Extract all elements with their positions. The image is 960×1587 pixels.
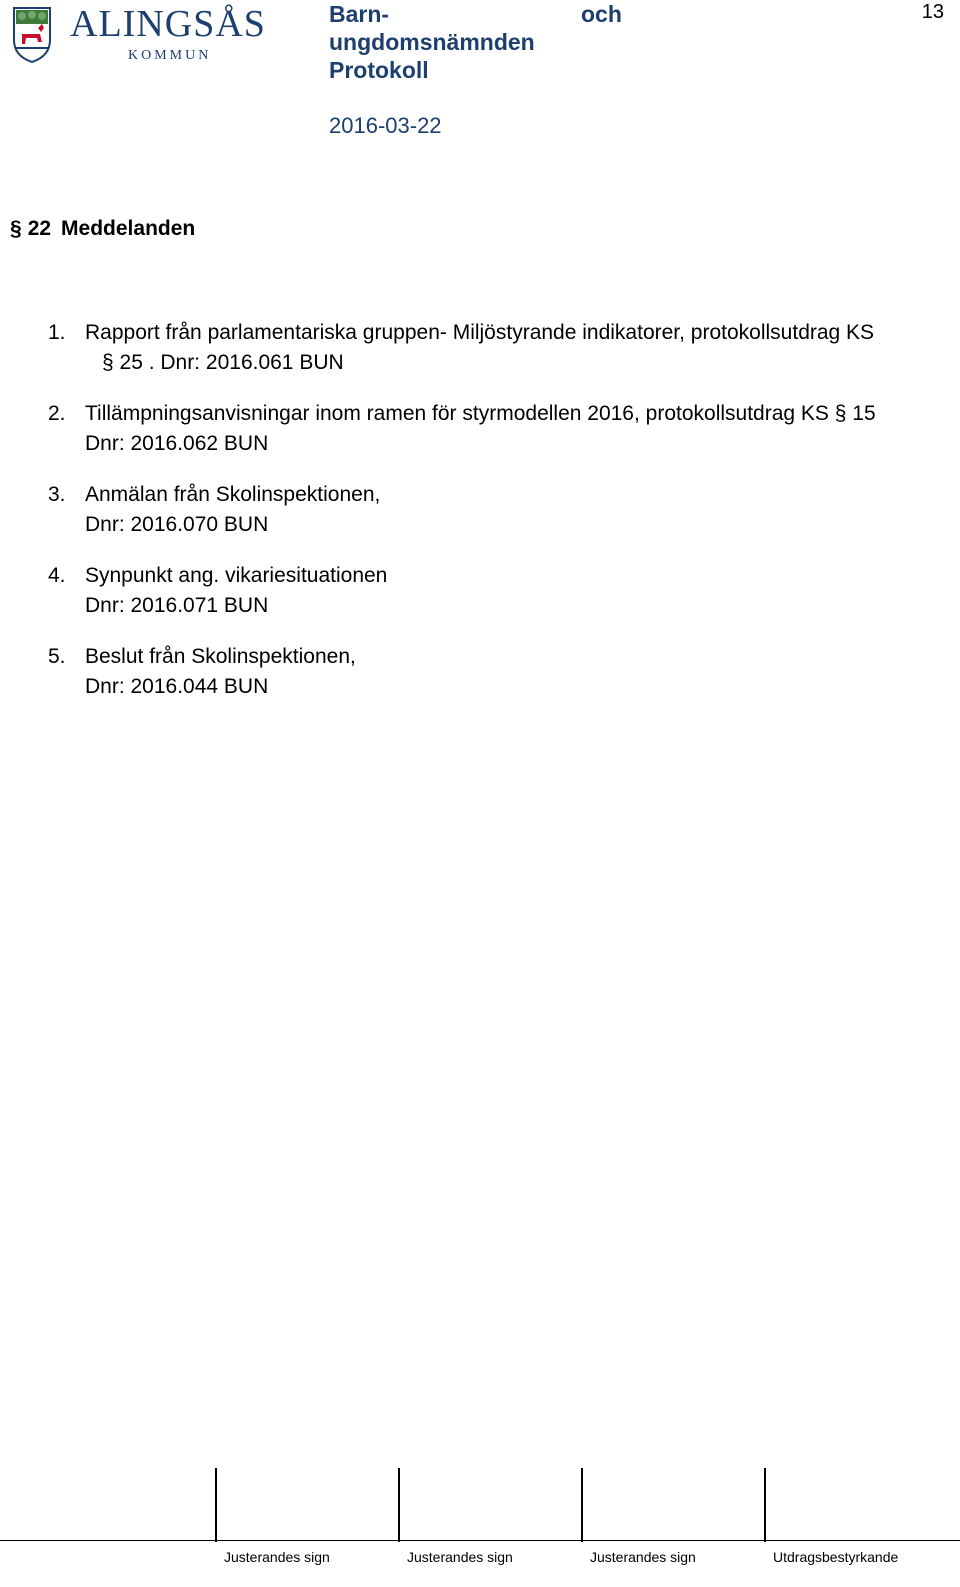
list-item-title: Rapport från parlamentariska gruppen- Miljöstyrande indikatorer, protokollsutdrag KS	[85, 321, 875, 344]
signature-box-divider	[764, 1468, 766, 1542]
list-item-dnr: Dnr: 2016.070 BUN	[85, 513, 269, 536]
list-item	[0, 318, 960, 378]
committee-line2: ungdomsnämnden	[329, 29, 535, 55]
list-item-number: 5.	[48, 645, 66, 668]
signature-label: Justerandes sign	[407, 1549, 513, 1565]
section-heading	[10, 217, 195, 241]
list-item	[0, 480, 960, 540]
list-item	[0, 642, 960, 702]
list-item-title: Beslut från Skolinspektionen,	[85, 645, 356, 668]
notice-list	[0, 318, 960, 723]
document-type: Protokoll	[329, 57, 429, 83]
paragraph-symbol: §	[834, 402, 847, 425]
list-item-title-text: Tillämpningsanvisningar inom ramen för styrmodellen 2016, protokollsutdrag KS	[85, 402, 829, 425]
logo-wordmark: ALINGSÅS	[70, 3, 266, 45]
municipal-crest-icon	[10, 4, 54, 64]
list-item-dnr: Dnr: 2016.071 BUN	[85, 594, 269, 617]
list-item-title: Synpunkt ang. vikariesituationen	[85, 564, 388, 587]
paragraph-symbol: §	[102, 351, 114, 374]
committee-line1: Barn-	[329, 1, 390, 27]
list-item	[0, 399, 960, 459]
list-item-number: 3.	[48, 483, 66, 506]
section-title: Meddelanden	[61, 217, 196, 240]
section-number: 22	[27, 217, 52, 240]
signature-label: Justerandes sign	[590, 1549, 696, 1565]
footer-divider	[0, 1540, 960, 1541]
committee-och: och	[581, 1, 622, 27]
signature-box-divider	[215, 1468, 217, 1542]
alingsas-logo	[10, 4, 290, 68]
list-item-number: 4.	[48, 564, 66, 587]
list-item-dnr: Dnr: 2016.044 BUN	[85, 675, 269, 698]
signature-box-divider	[581, 1468, 583, 1542]
signature-label: Utdragsbestyrkande	[773, 1549, 899, 1565]
logo-subtitle: KOMMUN	[128, 48, 212, 63]
list-item	[0, 561, 960, 621]
document-date: 2016-03-22	[329, 113, 442, 138]
list-item-number: 1.	[48, 321, 66, 344]
signature-label: Justerandes sign	[224, 1549, 330, 1565]
list-item-reference	[85, 348, 946, 378]
list-item-number: 2.	[48, 402, 66, 425]
list-item-dnr: Dnr: 2016.062 BUN	[85, 432, 269, 455]
committee-heading	[329, 0, 629, 84]
list-item-title: Anmälan från Skolinspektionen,	[85, 483, 381, 506]
list-item-title	[85, 399, 946, 429]
signature-box-divider	[398, 1468, 400, 1542]
list-item-dnr: 25 . Dnr: 2016.061 BUN	[119, 351, 344, 374]
list-item-paragraph-number: 15	[852, 402, 876, 425]
signature-footer	[0, 1468, 960, 1587]
section-symbol: §	[10, 217, 22, 240]
page-number: 13	[921, 1, 944, 23]
